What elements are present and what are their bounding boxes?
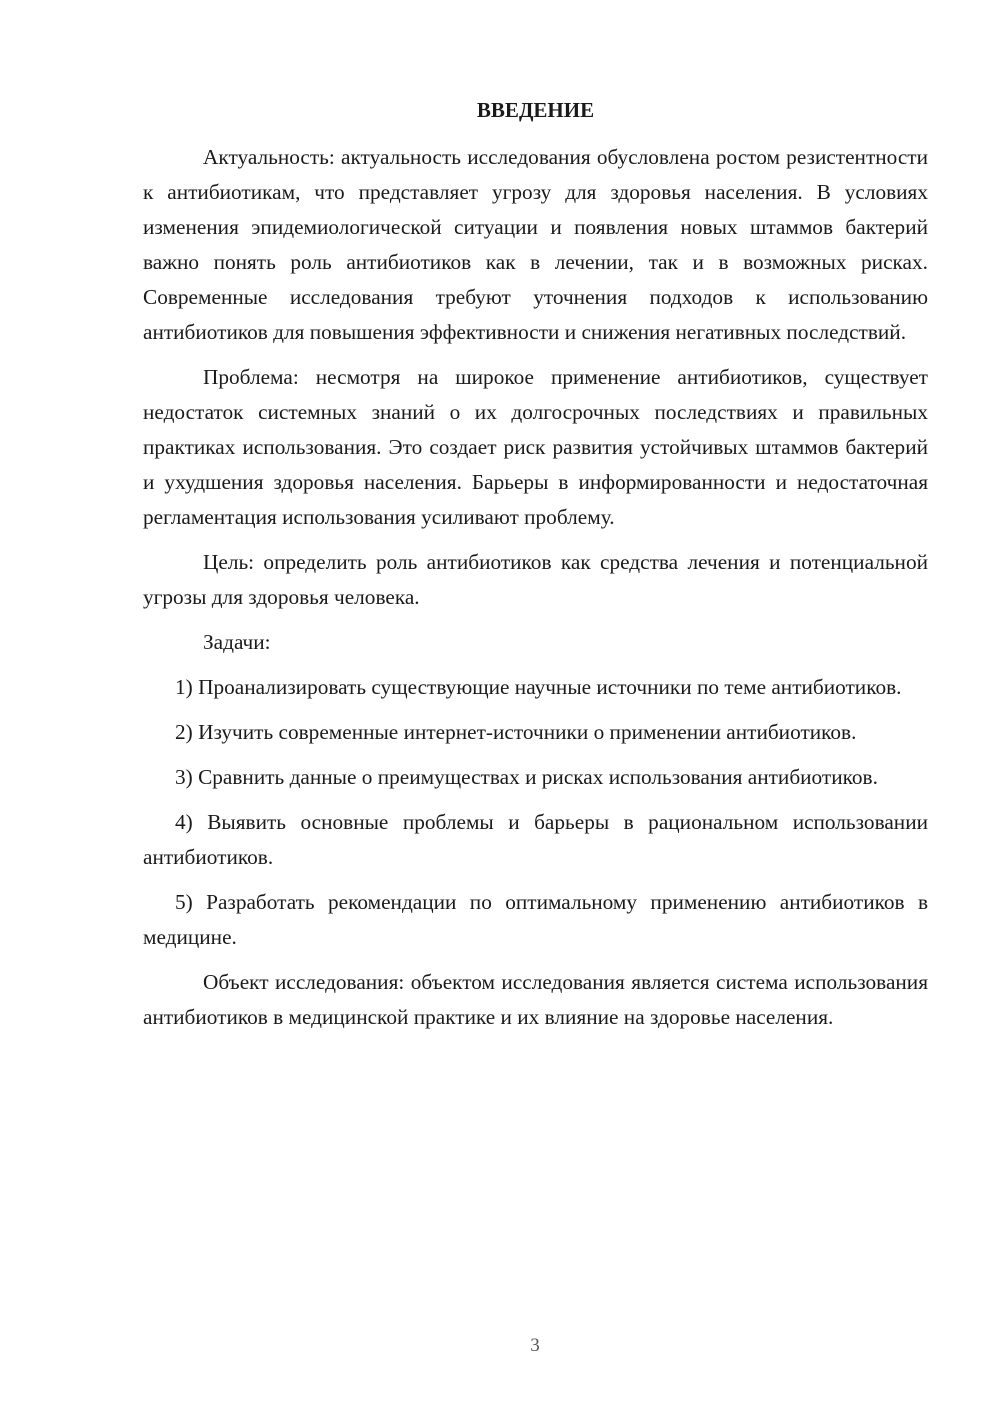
- page-number: 3: [530, 1335, 540, 1356]
- task-item: 4) Выявить основные проблемы и барьеры в рациональном использовании антибиотиков.: [143, 810, 928, 869]
- goal-paragraph: Цель: определить роль антибиотиков как средства лечения и потенциальной угрозы для здоровья человека.: [143, 550, 928, 609]
- task-item: 3) Сравнить данные о преимуществах и рисках использования антибиотиков.: [175, 765, 878, 789]
- document-page: [143, 96, 928, 1045]
- task-item: 5) Разработать рекомендации по оптимальному применению антибиотиков в медицине.: [143, 890, 928, 949]
- tasks-heading: Задачи:: [203, 630, 271, 654]
- object-paragraph: Объект исследования: объектом исследования является система использования антибиотиков в медицинской практике и их влияние на здоровье населения.: [143, 970, 928, 1029]
- relevance-paragraph: Актуальность: актуальность исследования обусловлена ростом резистентности к антибиотикам, что представляет угрозу для здоровья населения. В условиях изменения эпидемиологической ситуации и появления новых штаммов бактерий важно понять роль антибиотиков как в лечении, так и в возможных рисках. Современные исследования требуют уточнения подходов к использованию антибиотиков для повышения эффективности и снижения негативных последствий.: [143, 145, 928, 344]
- task-item: 2) Изучить современные интернет-источники о применении антибиотиков.: [175, 720, 857, 744]
- task-item: 1) Проанализировать существующие научные источники по теме антибиотиков.: [175, 675, 902, 699]
- problem-paragraph: Проблема: несмотря на широкое применение антибиотиков, существует недостаток системных знаний о их долгосрочных последствиях и правильных практиках использования. Это создает риск развития устойчивых штаммов бактерий и ухудшения здоровья населения. Барьеры в информированности и недостаточная регламентация использования усиливают проблему.: [143, 365, 928, 529]
- section-title: ВВЕДЕНИЕ: [476, 98, 595, 122]
